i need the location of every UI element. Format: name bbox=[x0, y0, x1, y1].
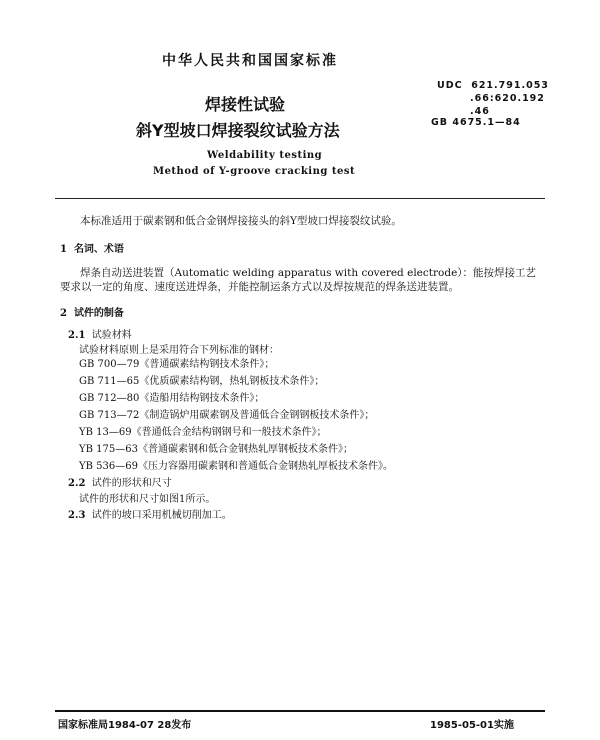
standard-item: GB 713—72《制造锅炉用碳素钢及普通低合金钢钢板技术条件》； bbox=[79, 410, 375, 421]
section-2-heading bbox=[60, 304, 124, 319]
title-en-line1: Weldability testing bbox=[207, 150, 323, 161]
udc-line-1: 621.791.053 bbox=[471, 80, 549, 91]
subsection-2-2-title: 试件的形状和尺寸 bbox=[91, 478, 172, 489]
intro-text: 本标准适用于碳素钢和低合金钢焊接接头的斜Y型坡口焊接裂纹试验。 bbox=[80, 215, 402, 227]
subsection-2-1-text: 试验材料原则上是采用符合下列标准的钢材： bbox=[79, 345, 279, 356]
standard-item: YB 13—69《普通低合金结构钢钢号和一般技术条件》； bbox=[79, 427, 327, 438]
title-cn-line2: 斜Y型坡口焊接裂纹试验方法 bbox=[136, 121, 340, 140]
effective-date: 1985-05-01实施 bbox=[430, 720, 514, 731]
subsection-2-3 bbox=[68, 506, 232, 521]
standard-item: YB 175—63《普通碳素钢和低合金钢热轧厚钢板技术条件》； bbox=[79, 444, 353, 455]
udc-line-3: .46 bbox=[470, 106, 490, 117]
issue-date: 国家标准局1984-07 28发布 bbox=[58, 720, 192, 731]
title-en-line2: Method of Y-groove cracking test bbox=[153, 166, 356, 177]
subsection-2-3-number: 2.3 bbox=[68, 510, 86, 521]
subsection-2-3-text: 试件的坡口采用机械切削加工。 bbox=[91, 510, 232, 521]
section-2-title: 试件的制备 bbox=[73, 308, 124, 319]
section-1-heading bbox=[60, 240, 124, 255]
section-1-number: 1 bbox=[60, 244, 67, 255]
standard-item: GB 712—80《造船用结构钢技术条件》； bbox=[79, 393, 265, 404]
title-cn-line1: 焊接性试验 bbox=[205, 95, 286, 114]
subsection-2-1-heading bbox=[68, 326, 132, 341]
subsection-2-2-heading bbox=[68, 474, 172, 489]
gb-number: GB 4675.1—84 bbox=[431, 117, 521, 128]
section-1-para-line1: 焊条自动送进装置（Automatic welding apparatus with covered electrode）：能按焊接工艺 bbox=[80, 267, 537, 279]
section-1-title: 名词、术语 bbox=[73, 244, 124, 255]
subsection-2-2-number: 2.2 bbox=[68, 478, 86, 489]
subsection-2-1-title: 试验材料 bbox=[91, 330, 132, 341]
standard-item: GB 711—65《优质碳素结构钢，热轧钢板技术条件》； bbox=[79, 376, 325, 387]
header-divider bbox=[55, 198, 545, 199]
subsection-2-1-number: 2.1 bbox=[68, 330, 86, 341]
standard-title: 中华人民共和国国家标准 bbox=[162, 53, 338, 69]
udc-block bbox=[437, 80, 549, 91]
section-1-para-line2: 要求以一定的角度、速度送进焊条，并能控制运条方式以及焊按规范的焊条送进装置。 bbox=[60, 281, 459, 293]
udc-label: UDC bbox=[437, 80, 463, 91]
subsection-2-2-text: 试件的形状和尺寸如图1所示。 bbox=[79, 494, 216, 505]
standard-item: YB 536—69《压力容器用碳素钢和普通低合金钢热轧厚板技术条件》。 bbox=[79, 461, 393, 472]
standard-item: GB 700—79《普通碳素结构钢技术条件》； bbox=[79, 359, 275, 370]
footer-divider bbox=[55, 710, 545, 712]
udc-line-2: .66:620.192 bbox=[470, 93, 545, 104]
section-2-number: 2 bbox=[60, 308, 67, 319]
